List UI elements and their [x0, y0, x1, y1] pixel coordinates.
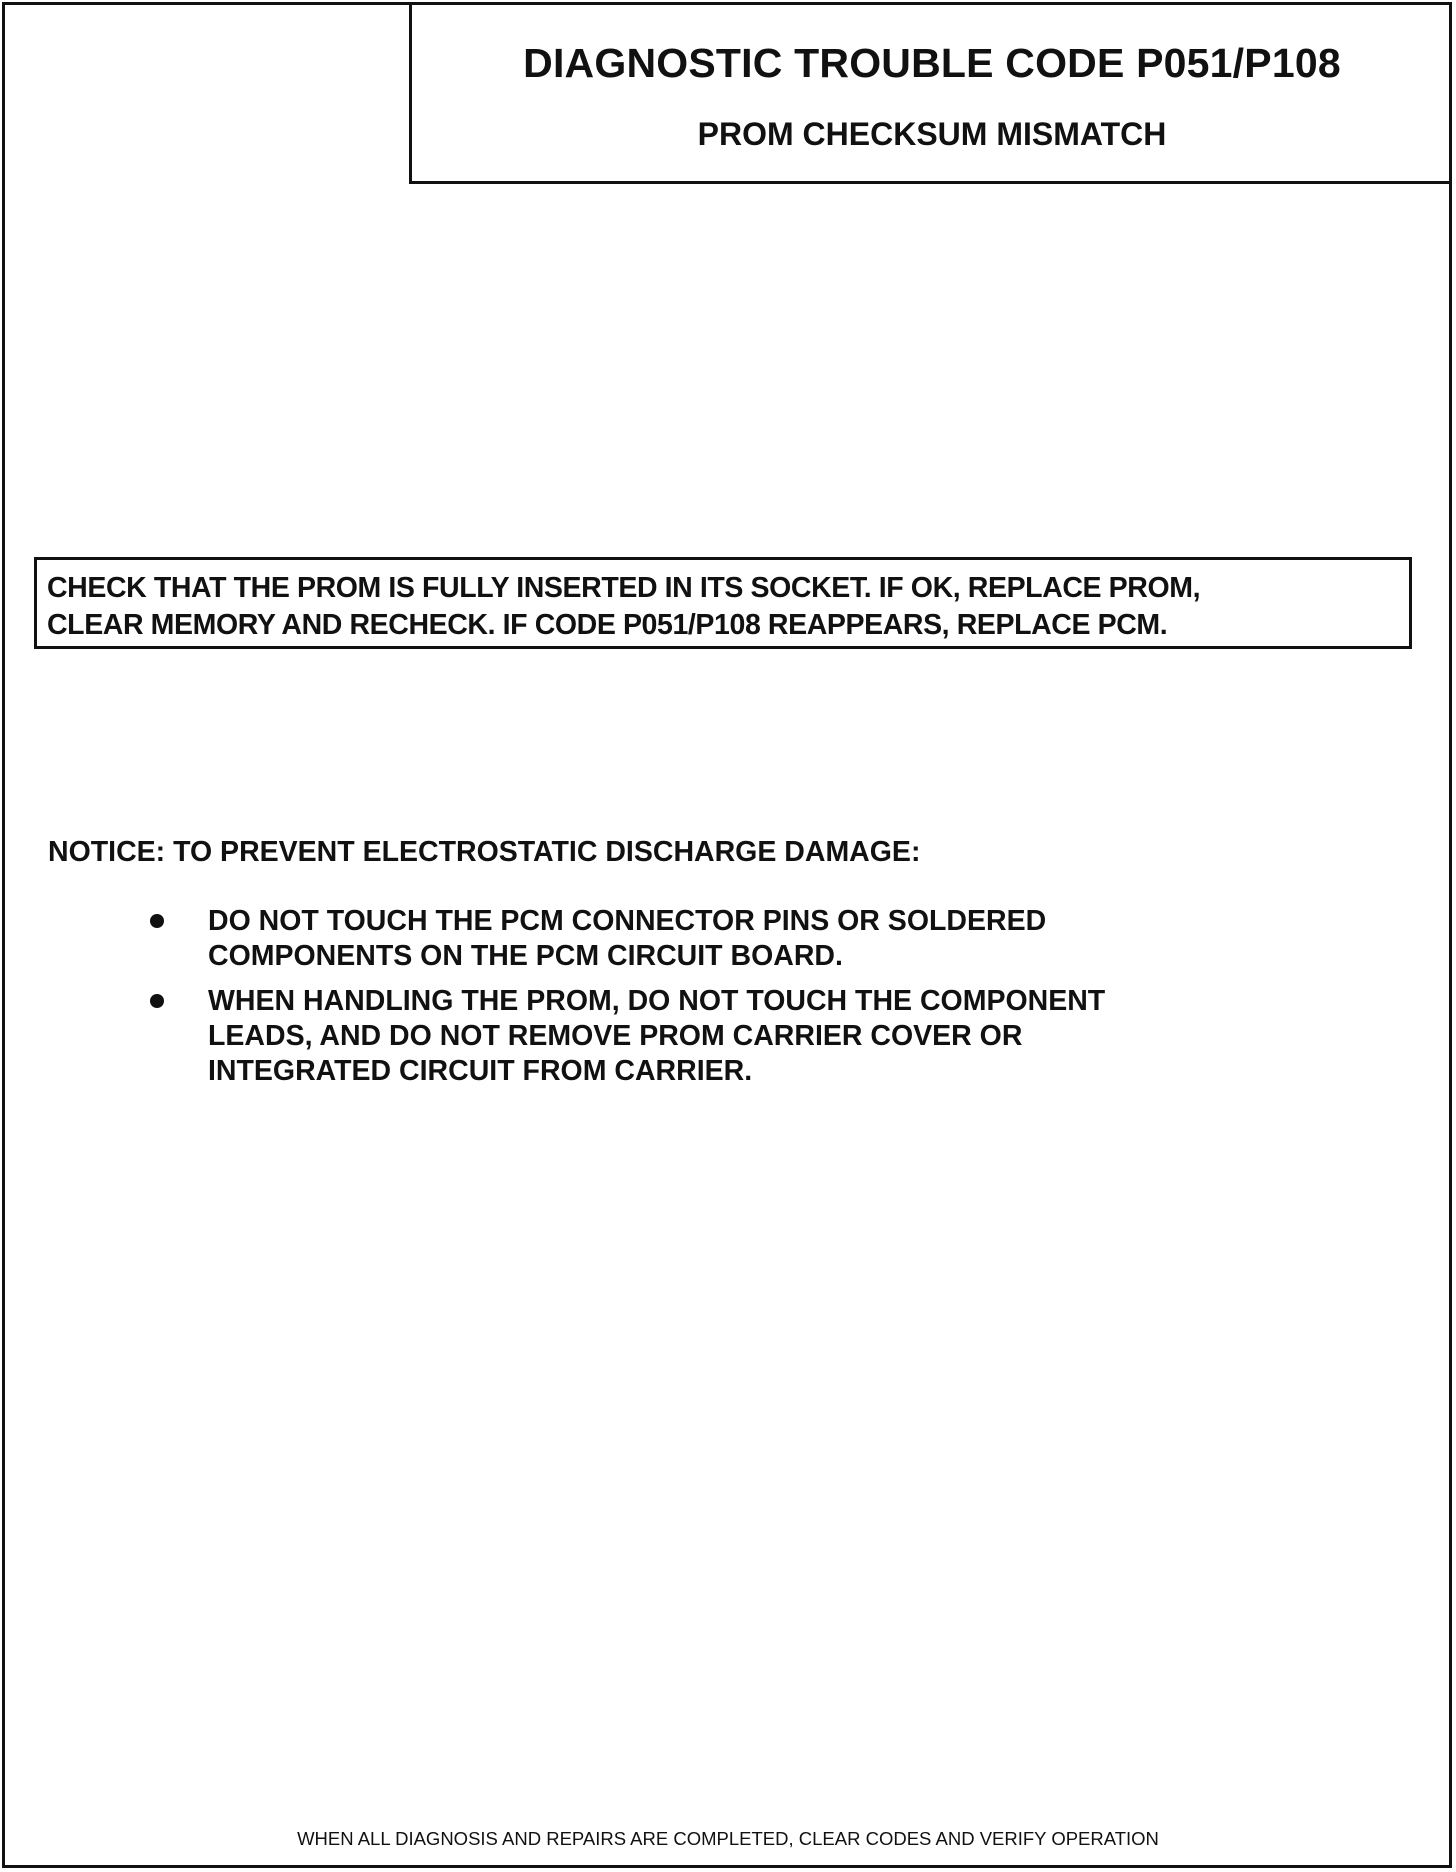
- notice-item-line: COMPONENTS ON THE PCM CIRCUIT BOARD.: [208, 940, 843, 972]
- page-subtitle: PROM CHECKSUM MISMATCH: [697, 116, 1167, 152]
- notice-item-text: [208, 984, 1456, 1089]
- notice-item-line: DO NOT TOUCH THE PCM CONNECTOR PINS OR SOLDERED: [208, 905, 1047, 937]
- notice-item-line: LEADS, AND DO NOT REMOVE PROM CARRIER COVER OR: [208, 1020, 1023, 1052]
- notice-item-line: INTEGRATED CIRCUIT FROM CARRIER.: [208, 1055, 753, 1087]
- bullet-icon: [150, 914, 164, 928]
- instruction-box: [34, 557, 1412, 649]
- page-title: DIAGNOSTIC TROUBLE CODE P051/P108: [523, 40, 1341, 86]
- notice-item-text: [208, 904, 1456, 974]
- notice-list: [0, 904, 1456, 1099]
- title-block: [409, 2, 1452, 184]
- notice-item: [0, 984, 1456, 1089]
- bullet-icon: [150, 994, 164, 1008]
- notice-item-line: WHEN HANDLING THE PROM, DO NOT TOUCH THE COMPONENT: [208, 985, 1106, 1017]
- instruction-line: CLEAR MEMORY AND RECHECK. IF CODE P051/P108 REAPPEARS, REPLACE PCM.: [47, 609, 1168, 641]
- notice-heading: NOTICE: TO PREVENT ELECTROSTATIC DISCHARGE DAMAGE:: [48, 836, 921, 868]
- notice-item: [0, 904, 1456, 974]
- instruction-line: CHECK THAT THE PROM IS FULLY INSERTED IN ITS SOCKET. IF OK, REPLACE PROM,: [47, 572, 1201, 604]
- footer-note: WHEN ALL DIAGNOSIS AND REPAIRS ARE COMPLETED, CLEAR CODES AND VERIFY OPERATION: [297, 1828, 1159, 1849]
